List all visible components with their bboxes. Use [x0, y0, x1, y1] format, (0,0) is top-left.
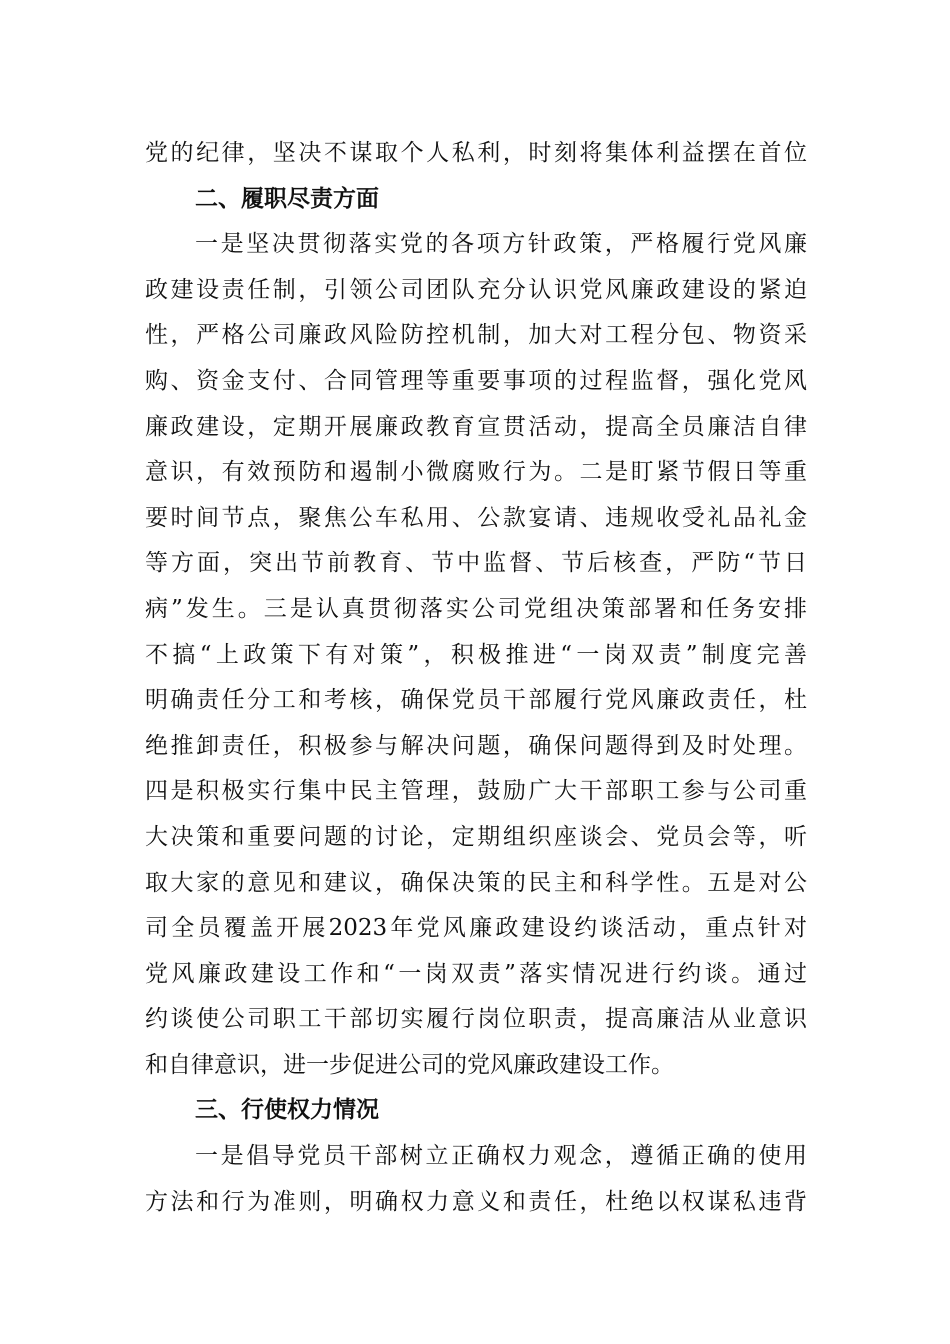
paragraph-line: 意识，有效预防和遏制小微腐败行为。二是盯紧节假日等重	[145, 459, 807, 486]
paragraph-line: 政建设责任制，引领公司团队充分认识党风廉政建设的紧迫	[145, 276, 807, 303]
paragraph-line: 购、资金支付、合同管理等重要事项的过程监督，强化党风	[145, 367, 807, 394]
paragraph-line: 约谈使公司职工干部切实履行岗位职责，提高廉洁从业意识	[145, 1006, 807, 1033]
paragraph-line: 一是倡导党员干部树立正确权力观念，遵循正确的使用	[195, 1143, 807, 1170]
paragraph-line: 四是积极实行集中民主管理，鼓励广大干部职工参与公司重	[145, 778, 807, 805]
paragraph-line: 明确责任分工和考核，确保党员干部履行党风廉政责任，杜	[145, 687, 807, 714]
section-heading: 三、行使权力情况	[195, 1097, 379, 1124]
paragraph-line: 等方面，突出节前教育、节中监督、节后核查，严防“节日	[145, 550, 807, 577]
paragraph-line: 党的纪律，坚决不谋取个人私利，时刻将集体利益摆在首位	[145, 140, 807, 166]
paragraph-line: 要时间节点，聚焦公车私用、公款宴请、违规收受礼品礼金	[145, 504, 807, 531]
paragraph-line: 党风廉政建设工作和“一岗双责”落实情况进行约谈。通过	[145, 960, 807, 987]
paragraph-line: 性，严格公司廉政风险防控机制，加大对工程分包、物资采	[145, 322, 807, 349]
document-page	[145, 131, 807, 1225]
section-heading: 二、履职尽责方面	[195, 185, 379, 212]
paragraph-line: 司全员覆盖开展2023年党风廉政建设约谈活动，重点针对	[145, 915, 807, 942]
paragraph-line: 廉政建设，定期开展廉政教育宣贯活动，提高全员廉洁自律	[145, 413, 807, 440]
paragraph-line: 一是坚决贯彻落实党的各项方针政策，严格履行党风廉	[195, 231, 807, 258]
paragraph-line: 和自律意识，进一步促进公司的党风廉政建设工作。	[145, 1051, 674, 1078]
paragraph-line: 病”发生。三是认真贯彻落实公司党组决策部署和任务安排	[145, 595, 807, 622]
paragraph-line: 不搞“上政策下有对策”，积极推进“一岗双责”制度完善	[145, 641, 807, 668]
paragraph-line: 方法和行为准则，明确权力意义和责任，杜绝以权谋私违背	[145, 1188, 807, 1215]
paragraph-line: 绝推卸责任，积极参与解决问题，确保问题得到及时处理。	[145, 732, 807, 759]
paragraph-line: 取大家的意见和建议，确保决策的民主和科学性。五是对公	[145, 869, 807, 896]
paragraph-line: 大决策和重要问题的讨论，定期组织座谈会、党员会等，听	[145, 823, 807, 850]
